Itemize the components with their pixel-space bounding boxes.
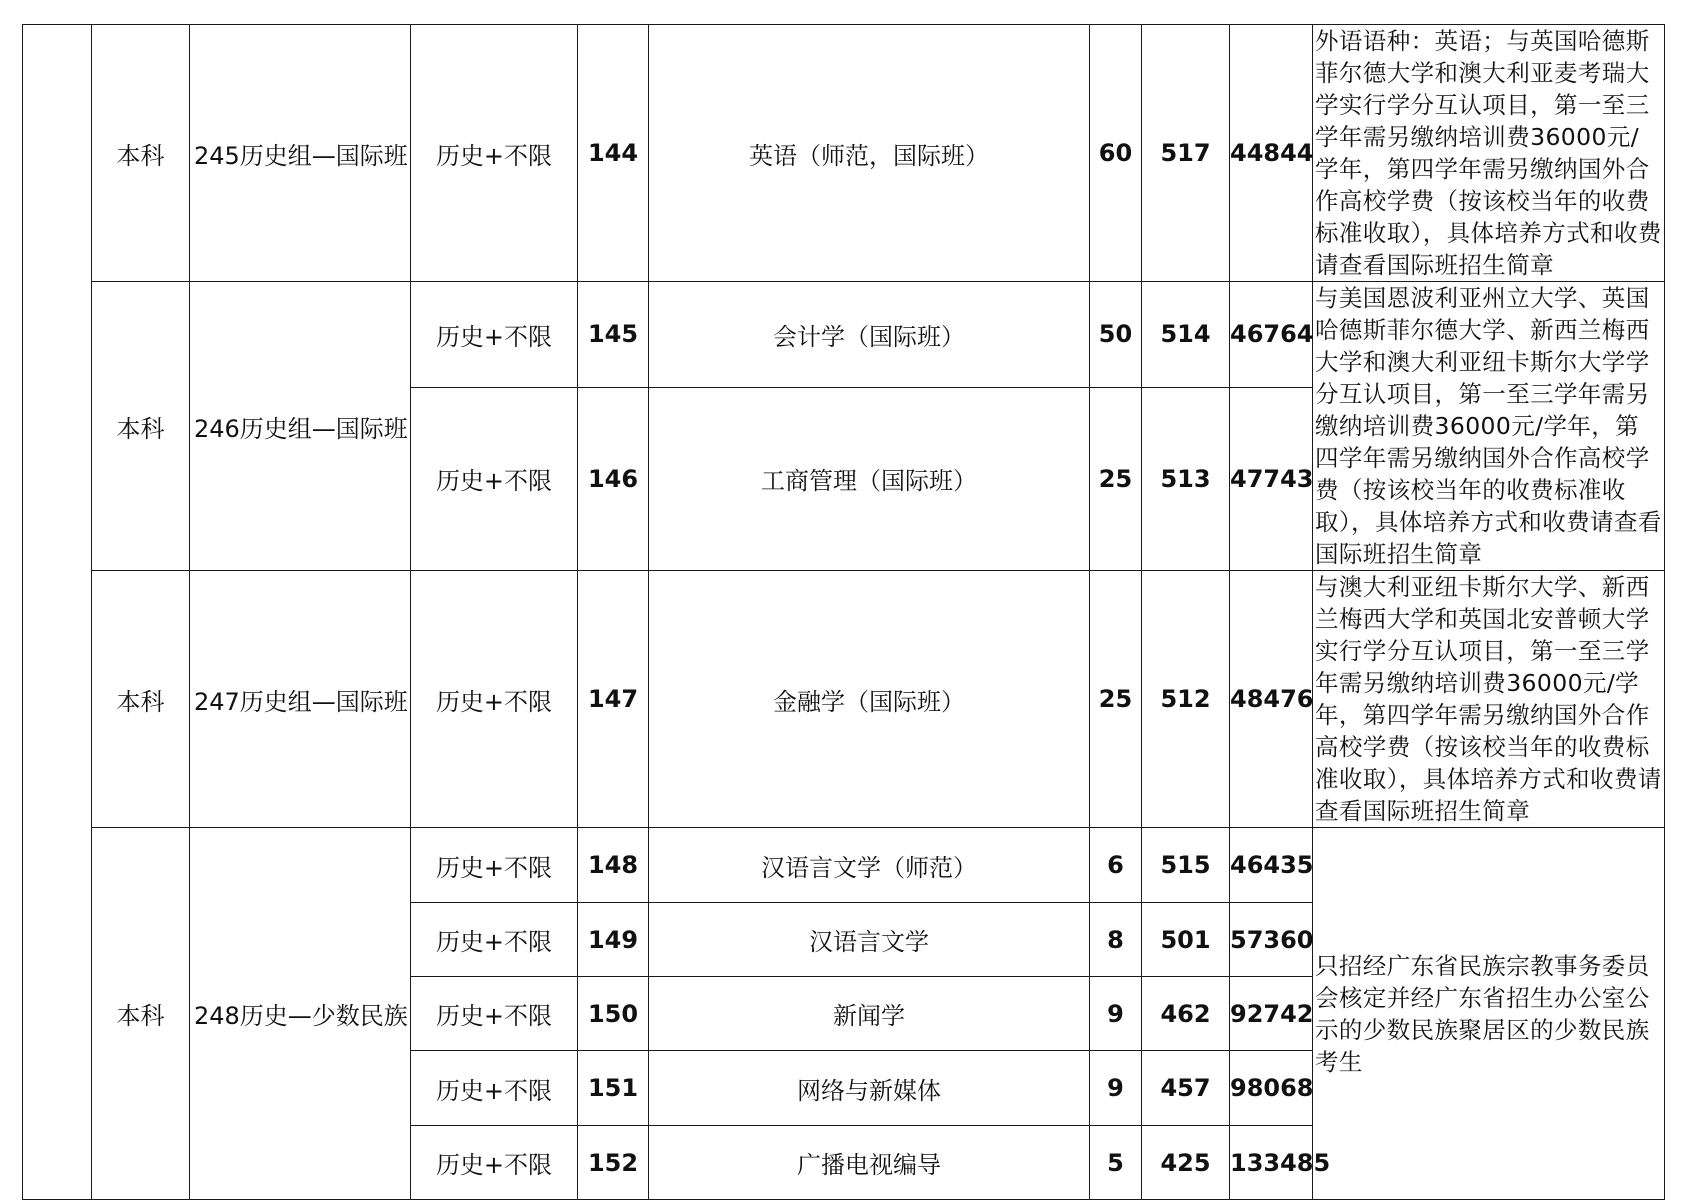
min-score-cell: 462 — [1142, 977, 1230, 1051]
note-cell: 与澳大利亚纽卡斯尔大学、新西兰梅西大学和英国北安普顿大学实行学分互认项目，第一至三学年需另缴纳培训费36000元/学年，第四学年需另缴纳国外合作高校学费（按该校当年的收费标准收取），具体培养方式和收费请查看国际班招生简章 — [1313, 571, 1665, 828]
table-row — [23, 282, 1665, 388]
blank-column-cell — [23, 25, 92, 1200]
major-cell: 工商管理（国际班） — [649, 387, 1090, 570]
major-cell: 金融学（国际班） — [649, 571, 1090, 828]
plan-cell: 9 — [1090, 1051, 1142, 1126]
table-row — [23, 828, 1665, 903]
code-cell: 145 — [578, 282, 649, 388]
min-score-cell: 512 — [1142, 571, 1230, 828]
plan-cell: 8 — [1090, 903, 1142, 977]
code-cell: 147 — [578, 571, 649, 828]
plan-cell: 6 — [1090, 828, 1142, 903]
plan-cell: 60 — [1090, 25, 1142, 282]
code-cell: 150 — [578, 977, 649, 1051]
subject-cell: 历史+不限 — [411, 1126, 578, 1200]
major-cell: 广播电视编导 — [649, 1126, 1090, 1200]
code-cell: 144 — [578, 25, 649, 282]
table-row — [23, 25, 1665, 282]
subject-cell: 历史+不限 — [411, 977, 578, 1051]
code-cell: 146 — [578, 387, 649, 570]
min-score-cell: 514 — [1142, 282, 1230, 388]
level-cell: 本科 — [92, 282, 190, 571]
min-score-cell: 425 — [1142, 1126, 1230, 1200]
plan-cell: 5 — [1090, 1126, 1142, 1200]
group-cell: 248历史—少数民族 — [190, 828, 411, 1200]
major-cell: 新闻学 — [649, 977, 1090, 1051]
plan-cell: 25 — [1090, 571, 1142, 828]
subject-cell: 历史+不限 — [411, 387, 578, 570]
table-row — [23, 571, 1665, 828]
rank-cell: 44844 — [1230, 25, 1313, 282]
rank-cell: 47743 — [1230, 387, 1313, 570]
min-score-cell: 517 — [1142, 25, 1230, 282]
rank-cell: 92742 — [1230, 977, 1313, 1051]
rank-cell: 46764 — [1230, 282, 1313, 388]
plan-cell: 50 — [1090, 282, 1142, 388]
rank-cell: 46435 — [1230, 828, 1313, 903]
major-cell: 英语（师范，国际班） — [649, 25, 1090, 282]
group-cell: 246历史组—国际班 — [190, 282, 411, 571]
major-cell: 网络与新媒体 — [649, 1051, 1090, 1126]
note-cell: 与美国恩波利亚州立大学、英国哈德斯菲尔德大学、新西兰梅西大学和澳大利亚纽卡斯尔大学学分互认项目，第一至三学年需另缴纳培训费36000元/学年，第四学年需另缴纳国外合作高校学费（按该校当年的收费标准收取），具体培养方式和收费请查看国际班招生简章 — [1313, 282, 1665, 571]
rank-cell: 48476 — [1230, 571, 1313, 828]
level-cell: 本科 — [92, 828, 190, 1200]
note-cell: 外语语种：英语；与英国哈德斯菲尔德大学和澳大利亚麦考瑞大学实行学分互认项目，第一至三学年需另缴纳培训费36000元/学年，第四学年需另缴纳国外合作高校学费（按该校当年的收费标准收取），具体培养方式和收费请查看国际班招生简章 — [1313, 25, 1665, 282]
min-score-cell: 501 — [1142, 903, 1230, 977]
min-score-cell: 457 — [1142, 1051, 1230, 1126]
major-cell: 会计学（国际班） — [649, 282, 1090, 388]
subject-cell: 历史+不限 — [411, 1051, 578, 1126]
major-cell: 汉语言文学（师范） — [649, 828, 1090, 903]
subject-cell: 历史+不限 — [411, 25, 578, 282]
plan-cell: 25 — [1090, 387, 1142, 570]
min-score-cell: 515 — [1142, 828, 1230, 903]
admissions-table — [22, 24, 1665, 1200]
major-cell: 汉语言文学 — [649, 903, 1090, 977]
rank-cell: 57360 — [1230, 903, 1313, 977]
code-cell: 151 — [578, 1051, 649, 1126]
group-cell: 245历史组—国际班 — [190, 25, 411, 282]
level-cell: 本科 — [92, 25, 190, 282]
subject-cell: 历史+不限 — [411, 903, 578, 977]
min-score-cell: 513 — [1142, 387, 1230, 570]
plan-cell: 9 — [1090, 977, 1142, 1051]
rank-cell: 98068 — [1230, 1051, 1313, 1126]
rank-cell: 133485 — [1230, 1126, 1313, 1200]
code-cell: 149 — [578, 903, 649, 977]
subject-cell: 历史+不限 — [411, 828, 578, 903]
code-cell: 152 — [578, 1126, 649, 1200]
group-cell: 247历史组—国际班 — [190, 571, 411, 828]
subject-cell: 历史+不限 — [411, 282, 578, 388]
subject-cell: 历史+不限 — [411, 571, 578, 828]
code-cell: 148 — [578, 828, 649, 903]
note-cell: 只招经广东省民族宗教事务委员会核定并经广东省招生办公室公示的少数民族聚居区的少数民族考生 — [1313, 828, 1665, 1200]
level-cell: 本科 — [92, 571, 190, 828]
